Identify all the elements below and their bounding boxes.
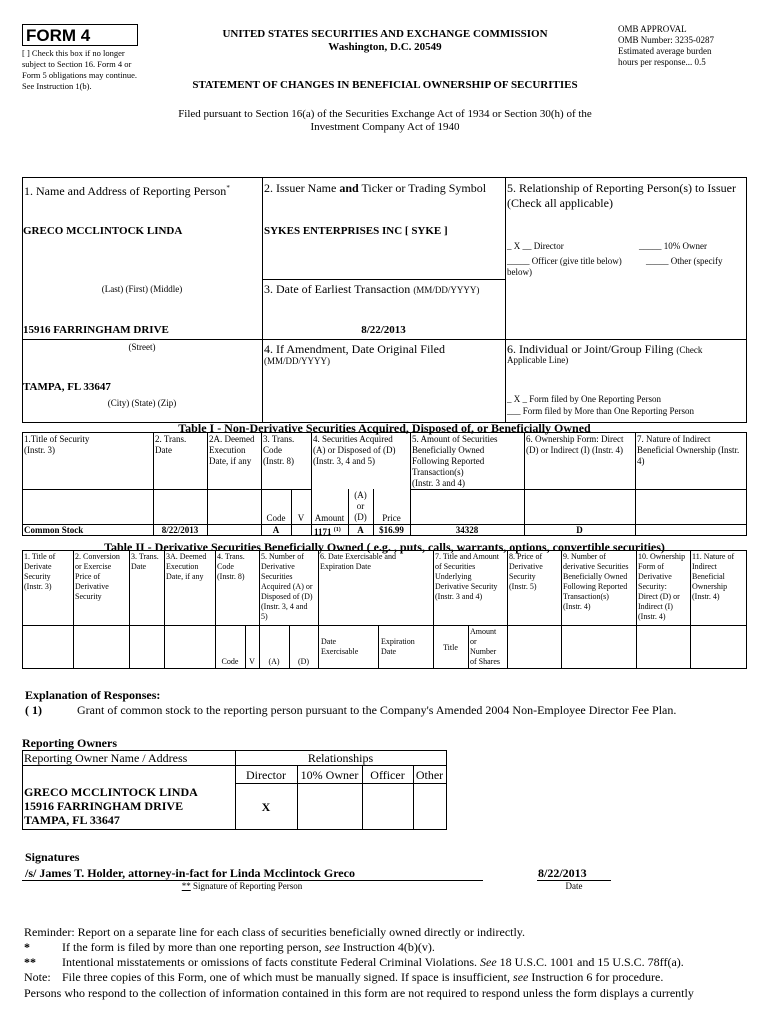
box2-label: 2. Issuer Name and Ticker or Trading Symbol bbox=[264, 181, 487, 195]
t2-col-title: 1. Title of Derivate Security (Instr. 3) bbox=[24, 552, 56, 591]
t1-col-acquired: 4. Securities Acquired (A) or Disposed of (D) (Instr. 3, 4 and 5) bbox=[313, 434, 396, 466]
owner-director-mark: X bbox=[261, 800, 271, 814]
t2-col-underlying: 7. Title and Amount of Securities Underlying Derivative Security (Instr. 3 and 4) bbox=[435, 552, 500, 601]
t2-col-number: 5. Number of Derivative Securities Acquired (A) or Disposed of (D) (Instr. 3, 4 and 5) bbox=[261, 552, 313, 621]
t2-sub-amount: Amount or Number of Shares bbox=[470, 627, 500, 666]
owner-entry: GRECO MCCLINTOCK LINDA 15916 FARRINGHAM DRIVE TAMPA, FL 33647 bbox=[24, 785, 198, 827]
t2-col-conversion: 2. Conversion or Exercise Price of Derivative Security bbox=[75, 552, 120, 601]
signer: /s/ James T. Holder, attorney-in-fact for Linda Mcclintock Greco bbox=[25, 866, 355, 880]
agency-city: Washington, D.C. 20549 bbox=[328, 41, 442, 53]
t1-col-deemed: 2A. Deemed Execution Date, if any bbox=[209, 434, 255, 466]
director-check: _ X __ Director bbox=[507, 241, 564, 251]
reporting-person-name: GRECO MCCLINTOCK LINDA bbox=[23, 225, 183, 237]
footnote-mark: * bbox=[24, 940, 30, 954]
statement-title: STATEMENT OF CHANGES IN BENEFICIAL OWNERSHIP OF SECURITIES bbox=[192, 79, 578, 91]
footnote-text: If the form is filed by more than one reporting person, see Instruction 4(b)(v). bbox=[62, 940, 435, 954]
t1-row-security: Common Stock bbox=[24, 525, 84, 535]
t2-sub-title: Title bbox=[443, 643, 458, 652]
omb-line: OMB Number: 3235-0287 bbox=[618, 35, 714, 45]
street-caption: (Street) bbox=[128, 342, 156, 352]
agency-name: UNITED STATES SECURITIES AND EXCHANGE COMMISSION bbox=[222, 28, 548, 40]
signature-date: 8/22/2013 bbox=[538, 866, 587, 880]
t1-sub-amount: Amount bbox=[314, 513, 345, 523]
reporting-street: 15916 FARRINGHAM DRIVE bbox=[23, 324, 169, 336]
t1-row-price: $16.99 bbox=[379, 525, 404, 535]
box3-label: 3. Date of Earliest Transaction (MM/DD/YYYY) bbox=[264, 282, 480, 296]
omb-approval bbox=[618, 24, 758, 68]
top-grid bbox=[22, 177, 747, 423]
t1-col-date: 2. Trans. Date bbox=[155, 434, 187, 455]
omb-line: Estimated average burden bbox=[618, 46, 712, 56]
owners-col-relationships: Relationships bbox=[307, 751, 374, 765]
t1-row-amount: 1171 $^{(1)}$ bbox=[314, 527, 341, 537]
t1-row-owned: 34328 bbox=[455, 525, 479, 535]
footnote-mark: Note: bbox=[24, 970, 51, 984]
signature-caption: ** Signature of Reporting Person bbox=[181, 881, 303, 891]
owners-col-officer: Officer bbox=[370, 768, 405, 782]
footnote-text: Intentional misstatements or omissions of facts constitute Federal Criminal Violations. See 18 U.S.C. 1001 and 15 U.S.C. 78ff(a). bbox=[62, 955, 684, 969]
date-caption: Date bbox=[565, 881, 583, 891]
paperwork-notice: Persons who respond to the collection of information contained in this form are not required to respond unless the form displays a currently bbox=[24, 986, 694, 1000]
owners-col-ten-pct: 10% Owner bbox=[300, 768, 359, 782]
footnote-text: File three copies of this Form, one of which must be manually signed. If space is insufficient, see Instruction 6 for procedure. bbox=[62, 970, 664, 984]
owners-col-other: Other bbox=[415, 768, 444, 782]
filed-pursuant: Filed pursuant to Section 16(a) of the Securities Exchange Act of 1934 or Section 30(h) of the Investment Company Act of 1940 bbox=[178, 108, 592, 133]
omb-line: hours per response... 0.5 bbox=[618, 57, 706, 67]
filed-one-person: _ X _ Form filed by One Reporting Person bbox=[507, 394, 661, 404]
t1-col-amount-owned: 5. Amount of Securities Beneficially Owned Following Reported Transaction(s) (Instr. 3 and 4) bbox=[412, 434, 498, 488]
t1-sub-ad: (A) or (D) bbox=[354, 490, 367, 522]
t2-col-exercisable: 6. Date Exercisable and Expiration Date bbox=[320, 552, 396, 571]
t2-col-deemed: 3A. Deemed Execution Date, if any bbox=[166, 552, 207, 581]
t2-sub-v: V bbox=[249, 657, 255, 666]
t1-sub-v: V bbox=[297, 513, 305, 523]
box5-label: 5. Relationship of Reporting Person(s) to Issuer bbox=[507, 181, 736, 195]
t1-col-nature: 7. Nature of Indirect Beneficial Ownership (Instr. 4) bbox=[637, 434, 740, 466]
box6-label: 6. Individual or Joint/Group Filing (Check bbox=[507, 342, 703, 356]
t1-row-date: 8/22/2013 bbox=[161, 525, 199, 535]
t2-col-nature: 11. Nature of Indirect Beneficial Ownership (Instr. 4) bbox=[692, 552, 735, 601]
signatures-heading: Signatures bbox=[25, 850, 80, 864]
owners-col-director: Director bbox=[246, 768, 286, 782]
form-title-box bbox=[22, 24, 138, 46]
other-check: _____ Other (specify bbox=[646, 256, 723, 266]
issuer-name: SYKES ENTERPRISES INC [ SYKE ] bbox=[264, 225, 448, 237]
box1-label: 1. Name and Address of Reporting Person* bbox=[24, 184, 230, 198]
explanation-text: Grant of common stock to the reporting person pursuant to the Company's Amended 2004 Non-Employee Director Fee Plan. bbox=[77, 703, 677, 717]
t1-sub-code: Code bbox=[266, 513, 286, 523]
city-caption: (City) (State) (Zip) bbox=[107, 398, 177, 408]
t2-col-code: 4. Trans. Code (Instr. 8) bbox=[217, 552, 245, 581]
explanation-heading: Explanation of Responses: bbox=[25, 688, 161, 702]
t2-col-owned: 9. Number of derivative Securities Beneficially Owned Following Reported Transaction(s) (Instr. 4) bbox=[563, 552, 629, 611]
t2-sub-a: (A) bbox=[268, 657, 280, 666]
t2-sub-exp: Expiration Date bbox=[381, 637, 415, 656]
box5-sub: (Check all applicable) bbox=[507, 196, 613, 210]
t2-col-date: 3. Trans. Date bbox=[131, 552, 159, 571]
t1-row-code: A bbox=[272, 525, 280, 535]
t2-sub-code: Code bbox=[221, 657, 239, 666]
t2-col-price: 8. Price of Derivative Security (Instr. 5) bbox=[509, 552, 543, 591]
omb-line: OMB APPROVAL bbox=[618, 24, 687, 34]
t1-col-ownership-form: 6. Ownership Form: Direct (D) or Indirect (I) (Instr. 4) bbox=[526, 434, 624, 455]
owners-col-name: Reporting Owner Name / Address bbox=[24, 751, 188, 765]
t1-row-form: D bbox=[576, 525, 583, 535]
table1-title: Table I - Non-Derivative Securities Acquired, Disposed of, or Beneficially Owned bbox=[178, 421, 591, 435]
earliest-transaction-date: 8/22/2013 bbox=[361, 324, 406, 336]
footnote-mark: ** bbox=[24, 955, 36, 969]
reminder: Reminder: Report on a separate line for each class of securities beneficially owned directly or indirectly. bbox=[24, 925, 526, 939]
checkbox-note: [ ] Check this box if no longer subject to Section 16. Form 4 or Form 5 obligations may continue. See Instruction 1(b). bbox=[22, 48, 137, 91]
box4-label: 4. If Amendment, Date Original Filed bbox=[264, 342, 445, 356]
below-note: below) bbox=[507, 267, 532, 277]
name-caption: (Last) (First) (Middle) bbox=[101, 284, 183, 294]
box4-format: (MM/DD/YYYY) bbox=[264, 356, 330, 366]
t1-col-title: 1.Title of Security (Instr. 3) bbox=[24, 434, 90, 455]
form-title: FORM 4 bbox=[26, 26, 91, 45]
filed-more-persons: ___ Form filed by More than One Reporting Person bbox=[507, 406, 694, 416]
reporting-city: TAMPA, FL 33647 bbox=[23, 381, 111, 393]
explanation-marker: ( 1) bbox=[25, 703, 42, 717]
ten-percent-check: _____ 10% Owner bbox=[639, 241, 707, 251]
t2-sub-d: (D) bbox=[297, 657, 310, 666]
table2-title: Table II - Derivative Securities Beneficially Owned ( e.g. , puts, calls, warrants, options, convertible securities) bbox=[104, 540, 665, 554]
t1-row-ad: A bbox=[357, 525, 364, 535]
t1-sub-price: Price bbox=[382, 513, 401, 523]
t2-col-ownership: 10. Ownership Form of Derivative Security: Direct (D) or Indirect (I) (Instr. 4) bbox=[638, 552, 686, 621]
officer-check: _____ Officer (give title below) bbox=[507, 256, 622, 266]
box6-sub: Applicable Line) bbox=[507, 355, 569, 365]
t2-sub-date-ex: Date Exercisable bbox=[321, 637, 359, 656]
t1-col-code: 3. Trans. Code (Instr. 8) bbox=[263, 434, 295, 466]
owners-heading: Reporting Owners bbox=[22, 736, 117, 750]
